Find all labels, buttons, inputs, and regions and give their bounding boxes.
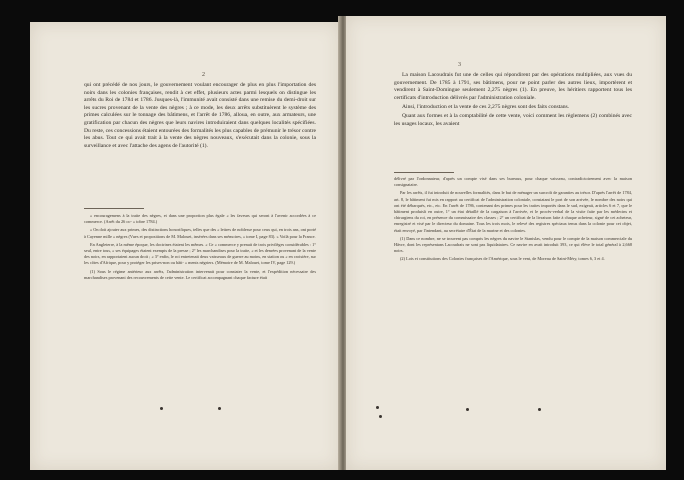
left-footnote-1: « encouragemens à la traite des nègres, et dans une proportion plus égale « les faveurs qui seront à l'avenir accordées à ce commerce. (Arrêt du 26 oc- « tobre 1784.) xyxy=(84,213,316,225)
right-body-paragraph-2: Ainsi, l'introduction et la vente de ces 2,275 nègres sont des faits constans. xyxy=(402,103,570,110)
footnote-rule xyxy=(84,208,144,209)
right-page xyxy=(346,16,666,470)
left-footnote-3: En Angleterre, à la même époque, les doctrines étaient les mêmes. « Ce « commerce y prenait de trois privilèges considérables : 1° seul, entre tous, « ses équipages étaient exempts de la presse ; 2° les marchandises pour la traite, « et les denrées provenant de la vente des noirs, en rapportaient aucun droit ; « 3° enfin, le roi entretenait deux vaisseaux de guerre au moins, en station ou « en croisière, sur les côtes d'Afrique, pour y protéger les prises-non ou bâti- « ments négriers. (Mémoire de M. Malouet, tome IV, page 129.) xyxy=(84,241,316,266)
binding-hole xyxy=(466,408,469,411)
left-footnote-2: « On doit ajouter aux primes, des distinctions honorifiques, telles que des « lettres de noblesse pour ceux qui, en trois ans, ont porté à Cayenne mille « nègres (Vues et propositions de M. Malouet, insérées dans ses mémoires, « tome I, page 83). » Voilà pour la France. xyxy=(84,227,316,239)
right-footnote-continuation: délivré par l'ordonnateur, d'après un compte visé dans ses bureaux, pour chaque vaisseau, contradictoirement avec la maison consignataire. xyxy=(394,176,632,188)
right-footnotes xyxy=(394,176,632,265)
right-body xyxy=(394,72,632,130)
left-footnote-4: (1) Sous le régime antérieur aux arrêts, l'administration intervenait pour constater la vente, et l'expédition nécessaire des marchandises provenant des recouvrements de cette vente. Le certificat accompagnant chaque facture était xyxy=(84,268,316,280)
left-page-number: 2 xyxy=(202,72,205,78)
right-footnote-2: Par les arrêts, il fut introduit de nouvelles formalités, dans le but de ménager un surcroît de garanties au trésor. D'après l'arrêt de 1784, art. 8, le bâtiment fut mis en rapport au certificat de l'administration coloniale, constatant le port de son arrivée, le nombre des noirs qui ont été débarqués, etc., etc. En l'arrêt de 1786, contenant des primes pour les traites importés dans le sud, exigeait, articles 6 et 7, que le bâtiment produisît en outre, 1° un état détaillé de la cargaison à l'arrivée, et le procès-verbal de la visite faite par les médecins et chirurgiens du roi, en présence du commissaire des classes ; 2° un certificat de la livraison faite à chaque acheteur, signé de cet acheteur, enregistré et visé par le directeur du domaine. Tous les trois mois, le relevé des registres spéciaux tenus dans la colonie pour cet objet, était envoyé, par l'intendant, au secrétaire d'État de la marine et des colonies. xyxy=(394,190,632,233)
binding-hole xyxy=(376,406,379,409)
binding-hole xyxy=(160,407,163,410)
footnote-rule xyxy=(394,172,454,173)
binding-hole xyxy=(379,415,382,418)
binding-hole xyxy=(218,407,221,410)
right-body-paragraph-3: Quant aux formes et à la comptabilité de cette vente, voici comment les règlemens (2) combinés avec les usages locaux, les avaient xyxy=(394,113,632,127)
left-body-paragraph: qui ont précédé de nos jours, le gouvernement voulant encourager de plus en plus l'importation des noirs dans les colonies françaises, rendit à cet effet, plusieurs actes parmi lesquels on distingue les arrêts du Roi de 1784 et 1786. Jusques-là, l'immunité avait consisté dans une remise du demi-droit sur les sucres provenant de la vente des nègres ; à ce mode, les deux arrêts substituèrent le système des primes calculées sur le tonnage des bâtimens, et l'arrêt de 1786, alloua, en outre, aux armateurs, une gratification par chacun des nègres que leurs navires introduiraient dans quelques localités spécifiées. Du reste, ces concessions étaient entourées des formalités les plus capables de prémunir le trésor contre les abus. Tout ce qui avait trait à la vente des nègres nouveaux, s'exécutait dans la colonie, sous la surveillance et avec l'attache des agens de l'autorité (1). xyxy=(84,82,316,149)
right-footnote-3: (1) Dans ce nombre, ne se trouvent pas compris les nègres du navire le Stanislas, vendu pour le compte de la maison commerciale du Hâvre, dont les représentans Lacoudrais ne sont pas liquidataires. Ce navire en avait introduit 393, ce qui élève le total général à 2,668 noirs. xyxy=(394,235,632,254)
left-footnotes xyxy=(84,213,316,283)
left-page xyxy=(30,22,340,470)
right-body-paragraph-1: La maison Lacoudrais fut une de celles qui répondirent par des opérations multipliées, aux vues du gouvernement. De 1785 à 1791, ses bâtimens, pour ne point parler des autres lieux, importèrent et vendirent à Saint-Domingue seulement 2,275 nègres (1). En preuve, les héritiers rapportent tous les certificats d'introduction délivrés par l'administration coloniale. xyxy=(394,72,632,101)
left-body xyxy=(84,82,316,152)
right-page-number: 3 xyxy=(458,62,461,68)
binding-hole xyxy=(538,408,541,411)
right-footnote-4: (2) Lois et constitutions des Colonies françaises de l'Amérique, sous le vent, de Moreau de Saint-Méry, tomes 6, 3 et 4. xyxy=(400,256,605,262)
